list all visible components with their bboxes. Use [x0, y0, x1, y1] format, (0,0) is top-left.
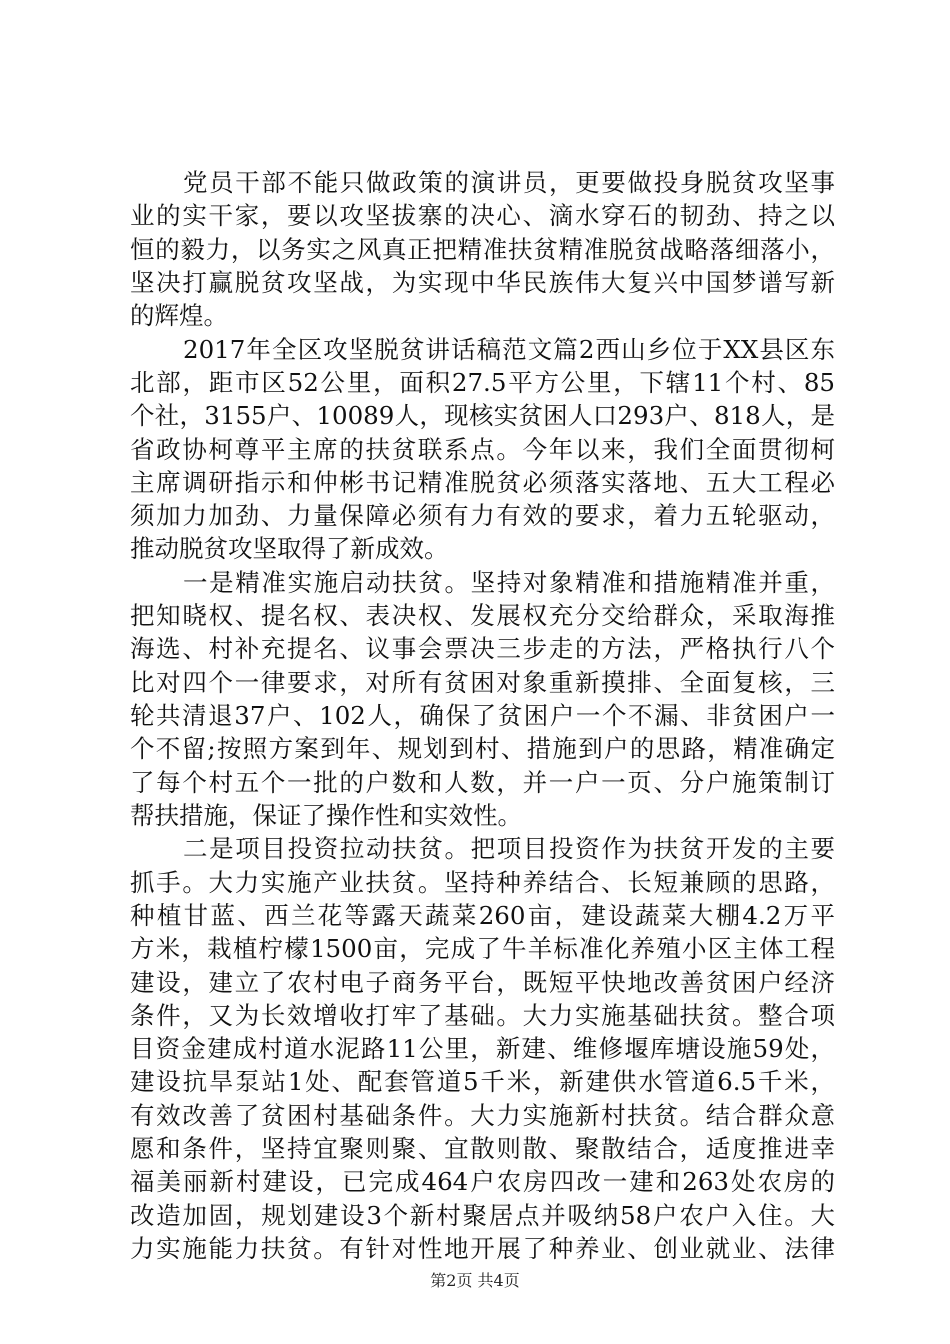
text-line: 力实施能力扶贫。有针对性地开展了种养业、创业就业、法律	[130, 1234, 835, 1263]
text-line: 海选、村补充提名、议事会票决三步走的方法，严格执行八个	[130, 634, 835, 663]
text-line: 北部，距市区52公里，面积27.5平方公里，下辖11个村、85	[130, 368, 835, 397]
text-line: 二是项目投资拉动扶贫。把项目投资作为扶贫开发的主要	[183, 834, 835, 863]
text-line: 把知晓权、提名权、表决权、发展权充分交给群众，采取海推	[130, 601, 835, 630]
text-line: 比对四个一律要求，对所有贫困对象重新摸排、全面复核，三	[130, 668, 835, 697]
text-line: 改造加固，规划建设3个新村聚居点并吸纳58户农户入住。大	[130, 1201, 835, 1230]
text-line: 推动脱贫攻坚取得了新成效。	[130, 534, 449, 563]
text-line: 愿和条件，坚持宜聚则聚、宜散则散、聚散结合，适度推进幸	[130, 1134, 835, 1163]
text-line: 抓手。大力实施产业扶贫。坚持种养结合、长短兼顾的思路，	[130, 868, 835, 897]
text-line: 轮共清退37户、102人，确保了贫困户一个不漏、非贫困户一	[130, 701, 835, 730]
text-line: 帮扶措施，保证了操作性和实效性。	[130, 801, 522, 830]
text-line: 建设，建立了农村电子商务平台，既短平快地改善贫困户经济	[130, 968, 835, 997]
text-line: 目资金建成村道水泥路11公里，新建、维修堰库塘设施59处，	[130, 1034, 835, 1063]
text-line: 福美丽新村建设，已完成464户农房四改一建和263处农房的	[130, 1167, 835, 1196]
text-line: 了每个村五个一批的户数和人数，并一户一页、分户施策制订	[130, 768, 835, 797]
text-line: 主席调研指示和仲彬书记精准脱贫必须落实落地、五大工程必	[130, 468, 835, 497]
page-number-footer: 第2页 共4页	[430, 1271, 520, 1290]
text-line: 恒的毅力，以务实之风真正把精准扶贫精准脱贫战略落细落小，	[130, 235, 835, 264]
text-line: 个社，3155户、10089人，现核实贫困人口293户、818人，是	[130, 401, 835, 430]
text-line: 须加力加劲、力量保障必须有力有效的要求，着力五轮驱动，	[130, 501, 835, 530]
text-line: 省政协柯尊平主席的扶贫联系点。今年以来，我们全面贯彻柯	[130, 435, 835, 464]
text-line: 坚决打赢脱贫攻坚战，为实现中华民族伟大复兴中国梦谱写新	[130, 268, 835, 297]
text-line: 的辉煌。	[130, 301, 228, 330]
text-line: 业的实干家，要以攻坚拔寨的决心、滴水穿石的韧劲、持之以	[130, 201, 835, 230]
text-line: 种植甘蓝、西兰花等露天蔬菜260亩，建设蔬菜大棚4.2万平	[130, 901, 835, 930]
text-line: 条件，又为长效增收打牢了基础。大力实施基础扶贫。整合项	[130, 1001, 835, 1030]
text-line: 党员干部不能只做政策的演讲员，更要做投身脱贫攻坚事	[183, 168, 835, 197]
text-line: 建设抗旱泵站1处、配套管道5千米，新建供水管道6.5千米，	[130, 1067, 835, 1096]
text-line: 2017年全区攻坚脱贫讲话稿范文篇2西山乡位于XX县区东	[183, 335, 835, 364]
text-line: 有效改善了贫困村基础条件。大力实施新村扶贫。结合群众意	[130, 1101, 835, 1130]
text-line: 个不留;按照方案到年、规划到村、措施到户的思路，精准确定	[130, 734, 835, 763]
text-line: 一是精准实施启动扶贫。坚持对象精准和措施精准并重，	[183, 568, 835, 597]
text-line: 方米，栽植柠檬1500亩，完成了牛羊标准化养殖小区主体工程	[130, 934, 835, 963]
